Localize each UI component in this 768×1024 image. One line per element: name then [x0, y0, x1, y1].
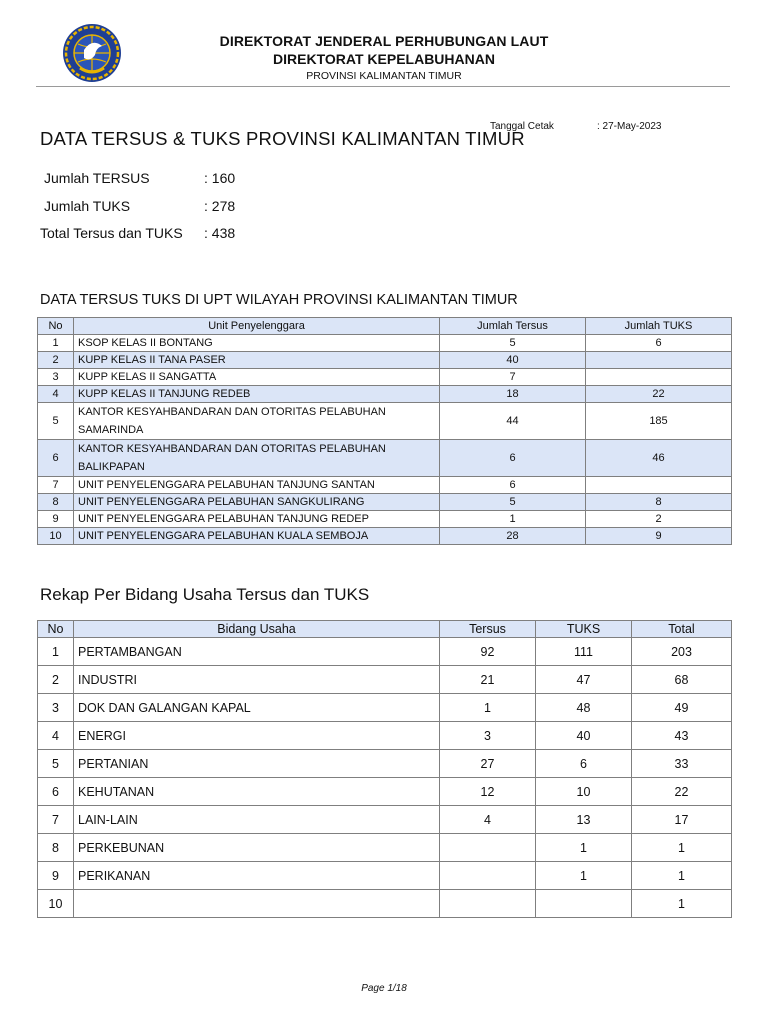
row-no: 8	[38, 494, 74, 511]
row-no: 4	[38, 722, 74, 750]
row-tersus: 21	[440, 666, 536, 694]
recap-header-no: No	[38, 621, 74, 638]
header-divider	[36, 86, 730, 87]
row-tersus: 6	[440, 440, 586, 477]
table-row	[38, 528, 732, 545]
row-unit: UNIT PENYELENGGARA PELABUHAN TANJUNG REDEP	[74, 511, 440, 528]
row-tuks: 1	[536, 834, 632, 862]
table-row	[38, 335, 732, 352]
row-no: 2	[38, 352, 74, 369]
row-total: 33	[632, 750, 732, 778]
row-tersus: 28	[440, 528, 586, 545]
row-total: 17	[632, 806, 732, 834]
row-bidang	[74, 890, 440, 918]
row-tersus: 27	[440, 750, 536, 778]
row-tersus: 7	[440, 369, 586, 386]
row-no: 9	[38, 862, 74, 890]
table-row	[38, 494, 732, 511]
table-row	[38, 778, 732, 806]
upt-header-unit: Unit Penyelenggara	[74, 318, 440, 335]
row-tersus: 5	[440, 335, 586, 352]
row-tersus: 3	[440, 722, 536, 750]
row-no: 5	[38, 750, 74, 778]
row-unit: UNIT PENYELENGGARA PELABUHAN TANJUNG SANTAN	[74, 477, 440, 494]
row-no: 2	[38, 666, 74, 694]
table-row	[38, 806, 732, 834]
row-tuks: 40	[536, 722, 632, 750]
table-row	[38, 440, 732, 477]
table-row	[38, 369, 732, 386]
row-tersus: 4	[440, 806, 536, 834]
row-unit: KANTOR KESYAHBANDARAN DAN OTORITAS PELABUHAN BALIKPAPAN	[74, 440, 440, 477]
row-no: 7	[38, 806, 74, 834]
row-no: 6	[38, 778, 74, 806]
upt-table	[37, 317, 732, 545]
row-tersus: 1	[440, 694, 536, 722]
table-row	[38, 890, 732, 918]
row-total: 203	[632, 638, 732, 666]
header-line-3: PROVINSI KALIMANTAN TIMUR	[306, 70, 462, 82]
upt-section-title: DATA TERSUS TUKS DI UPT WILAYAH PROVINSI KALIMANTAN TIMUR	[40, 292, 518, 308]
row-tuks: 13	[536, 806, 632, 834]
table-row	[38, 511, 732, 528]
summary-total-value: : 438	[204, 225, 236, 241]
row-total: 68	[632, 666, 732, 694]
row-total: 43	[632, 722, 732, 750]
document-title: DATA TERSUS & TUKS PROVINSI KALIMANTAN TIMUR	[40, 128, 525, 149]
row-no: 7	[38, 477, 74, 494]
recap-section-title: Rekap Per Bidang Usaha Tersus dan TUKS	[40, 585, 370, 604]
recap-header-bidang: Bidang Usaha	[74, 621, 440, 638]
row-tersus	[440, 890, 536, 918]
row-bidang: PERTAMBANGAN	[74, 638, 440, 666]
summary-total-label: Total Tersus dan TUKS	[40, 225, 183, 241]
row-total: 49	[632, 694, 732, 722]
row-tuks: 2	[586, 511, 732, 528]
row-bidang: ENERGI	[74, 722, 440, 750]
row-tersus	[440, 862, 536, 890]
row-bidang: PERKEBUNAN	[74, 834, 440, 862]
upt-header-tuks: Jumlah TUKS	[586, 318, 732, 335]
upt-header-no: No	[38, 318, 74, 335]
table-row	[38, 722, 732, 750]
print-date-label: Tanggal Cetak	[490, 121, 554, 132]
row-unit: KSOP KELAS II BONTANG	[74, 335, 440, 352]
row-unit: KUPP KELAS II TANA PASER	[74, 352, 440, 369]
row-no: 5	[38, 403, 74, 440]
row-total: 1	[632, 834, 732, 862]
row-bidang: DOK DAN GALANGAN KAPAL	[74, 694, 440, 722]
table-row	[38, 666, 732, 694]
row-tuks: 10	[536, 778, 632, 806]
upt-table-header-row	[38, 318, 732, 335]
recap-header-total: Total	[632, 621, 732, 638]
row-bidang: LAIN-LAIN	[74, 806, 440, 834]
recap-table	[37, 620, 732, 918]
row-bidang: PERTANIAN	[74, 750, 440, 778]
row-tersus: 44	[440, 403, 586, 440]
table-row	[38, 834, 732, 862]
row-unit: UNIT PENYELENGGARA PELABUHAN KUALA SEMBOJA	[74, 528, 440, 545]
summary-tuks-label: Jumlah TUKS	[44, 198, 131, 214]
print-date-value: : 27-May-2023	[597, 121, 662, 132]
row-tersus: 18	[440, 386, 586, 403]
row-no: 8	[38, 834, 74, 862]
table-row	[38, 386, 732, 403]
row-no: 10	[38, 528, 74, 545]
table-row	[38, 638, 732, 666]
row-tuks: 9	[586, 528, 732, 545]
row-no: 4	[38, 386, 74, 403]
row-tuks: 1	[536, 862, 632, 890]
page-number: Page 1/18	[361, 983, 407, 994]
row-bidang: PERIKANAN	[74, 862, 440, 890]
row-total: 1	[632, 862, 732, 890]
row-tuks: 48	[536, 694, 632, 722]
row-tuks	[536, 890, 632, 918]
row-no: 1	[38, 638, 74, 666]
row-no: 3	[38, 369, 74, 386]
upt-header-tersus: Jumlah Tersus	[440, 318, 586, 335]
row-tuks: 6	[536, 750, 632, 778]
header-line-1: DIREKTORAT JENDERAL PERHUBUNGAN LAUT	[219, 33, 549, 49]
row-tersus: 1	[440, 511, 586, 528]
row-tuks: 185	[586, 403, 732, 440]
row-total: 1	[632, 890, 732, 918]
row-tersus: 92	[440, 638, 536, 666]
row-tuks	[586, 369, 732, 386]
row-no: 3	[38, 694, 74, 722]
summary-tersus-label: Jumlah TERSUS	[44, 170, 150, 186]
row-tuks: 111	[536, 638, 632, 666]
row-bidang: KEHUTANAN	[74, 778, 440, 806]
row-tersus: 12	[440, 778, 536, 806]
table-row	[38, 352, 732, 369]
row-tersus: 6	[440, 477, 586, 494]
row-unit: KUPP KELAS II TANJUNG REDEB	[74, 386, 440, 403]
row-tuks: 8	[586, 494, 732, 511]
row-tuks: 46	[586, 440, 732, 477]
row-no: 10	[38, 890, 74, 918]
row-unit: KANTOR KESYAHBANDARAN DAN OTORITAS PELABUHAN SAMARINDA	[74, 403, 440, 440]
row-tersus	[440, 834, 536, 862]
table-row	[38, 477, 732, 494]
table-row	[38, 694, 732, 722]
row-unit: KUPP KELAS II SANGATTA	[74, 369, 440, 386]
table-row	[38, 862, 732, 890]
row-no: 9	[38, 511, 74, 528]
row-unit: UNIT PENYELENGGARA PELABUHAN SANGKULIRANG	[74, 494, 440, 511]
recap-header-tersus: Tersus	[440, 621, 536, 638]
row-tuks: 22	[586, 386, 732, 403]
row-tersus: 40	[440, 352, 586, 369]
summary-tersus-value: : 160	[204, 170, 236, 186]
row-tuks: 47	[536, 666, 632, 694]
row-tuks: 6	[586, 335, 732, 352]
table-row	[38, 750, 732, 778]
row-total: 22	[632, 778, 732, 806]
header-line-2: DIREKTORAT KEPELABUHANAN	[273, 51, 495, 67]
recap-header-tuks: TUKS	[536, 621, 632, 638]
row-bidang: INDUSTRI	[74, 666, 440, 694]
summary-tuks-value: : 278	[204, 198, 236, 214]
row-no: 1	[38, 335, 74, 352]
table-row	[38, 403, 732, 440]
row-tersus: 5	[440, 494, 586, 511]
row-tuks	[586, 477, 732, 494]
recap-table-header-row	[38, 621, 732, 638]
row-tuks	[586, 352, 732, 369]
row-no: 6	[38, 440, 74, 477]
ministry-emblem-icon	[62, 22, 122, 84]
